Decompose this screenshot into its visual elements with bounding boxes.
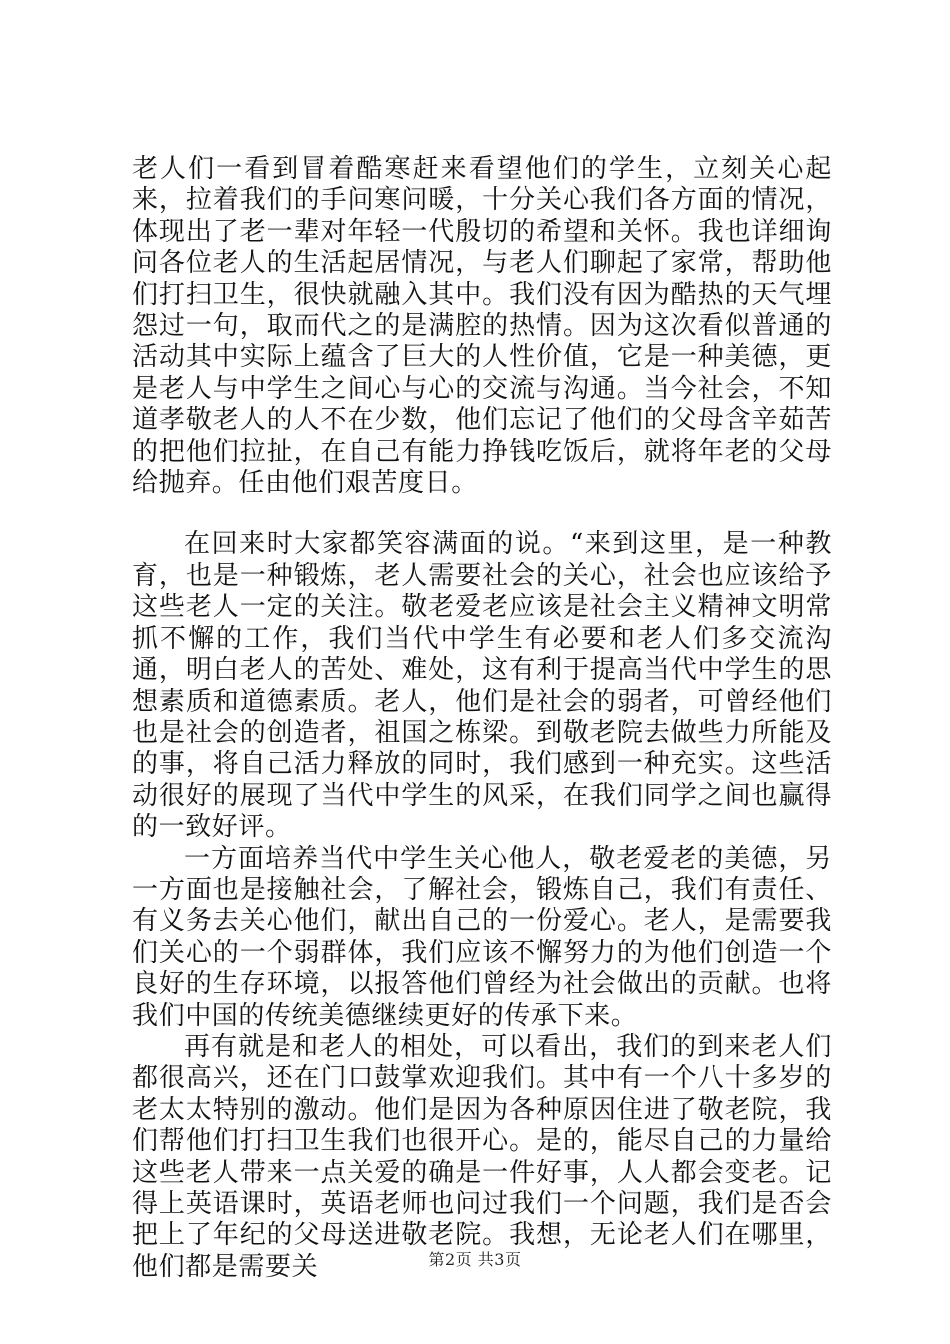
paragraph-1: 老人们一看到冒着酷寒赶来看望他们的学生，立刻关心起来，拉着我们的手问寒问暖，十分关心我们各方面的情况，体现出了老一辈对年轻一代殷切的希望和关怀。我也详细询问各位老人的生活起居情况，与老人们聊起了家常，帮助他们打扫卫生，很快就融入其中。我们没有因为酷热的天气埋怨过一句，取而代之的是满腔的热情。因为这次看似普通的活动其中实际上蕴含了巨大的人性价值，它是一种美德，更是老人与中学生之间心与心的交流与沟通。当今社会，不知道孝敬老人的人不在少数，他们忘记了他们的父母含辛茹苦的把他们拉扯，在自己有能力挣钱吃饭后，就将年老的父母给抛弃。任由他们艰苦度日。: [132, 154, 832, 499]
paragraph-3: 一方面培养当代中学生关心他人，敬老爱老的美德，另一方面也是接触社会，了解社会，锻炼自己，我们有责任、有义务去关心他们，献出自己的一份爱心。老人，是需要我们关心的一个弱群体，我们应该不懈努力的为他们创造一个良好的生存环境，以报答他们曾经为社会做出的贡献。也将我们中国的传统美德继续更好的传承下来。: [132, 843, 832, 1031]
paragraph-2: 在回来时大家都笑容满面的说。“来到这里，是一种教育，也是一种锻炼，老人需要社会的关心，社会也应该给予这些老人一定的关注。敬老爱老应该是社会主义精神文明常抓不懈的工作，我们当代中学生有必要和老人们多交流沟通，明白老人的苦处、难处，这有利于提高当代中学生的思想素质和道德素质。老人，他们是社会的弱者，可曾经他们也是社会的创造者，祖国之栋梁。到敬老院去做些力所能及的事，将自己活力释放的同时，我们感到一种充实。这些活动很好的展现了当代中学生的风采，在我们同学之间也赢得的一致好评。: [132, 529, 832, 843]
paragraph-spacer: [132, 499, 832, 529]
page-footer: [0, 1247, 950, 1270]
document-body: [132, 154, 832, 1283]
page-number: 第2页 共3页: [428, 1250, 522, 1269]
paragraph-4: 再有就是和老人的相处，可以看出，我们的到来老人们都很高兴，还在门口鼓掌欢迎我们。其中有一个八十多岁的老太太特别的激动。他们是因为各种原因住进了敬老院，我们帮他们打扫卫生我们也很开心。是的，能尽自己的力量给这些老人带来一点关爱的确是一件好事，人人都会变老。记得上英语课时，英语老师也问过我们一个问题，我们是否会把上了年纪的父母送进敬老院。我想，无论老人们在哪里，他们都是需要关: [132, 1031, 832, 1282]
